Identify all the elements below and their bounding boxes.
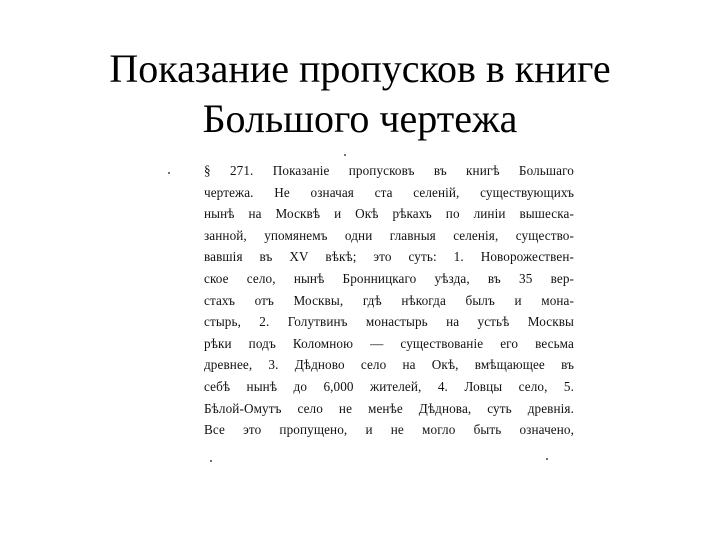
scan-line: нынѣ на Москвѣ и Окѣ рѣкахъ по линіи вышеска-: [204, 206, 574, 222]
scan-speck: [344, 154, 346, 156]
scan-speck: [168, 172, 170, 174]
scanned-text-block: [204, 160, 574, 441]
scan-line: Бѣлой-Омутъ село не менѣе Дѣднова, суть древнія.: [204, 400, 574, 416]
scan-line: древнее, 3. Дѣдново село на Окѣ, вмѣщающее въ: [204, 357, 574, 373]
scan-line: § 271. Показаніе пропусковъ въ книгѣ Большаго: [204, 163, 574, 178]
scan-line: рѣки подъ Коломною — существованіе его весьма: [204, 335, 574, 351]
scan-speck: [546, 458, 548, 460]
slide-title-line-2: Большого чертежа: [202, 96, 518, 141]
scan-line: ское село, нынѣ Бронницкаго уѣзда, въ 35 вер-: [204, 270, 574, 286]
scanned-book-page: [160, 150, 580, 480]
scan-line: стырь, 2. Голутвинъ монастырь на устьѣ Москвы: [204, 314, 574, 330]
scan-speck: [210, 460, 212, 462]
scan-line: Все это пропущено, и не могло быть означено,: [204, 422, 574, 438]
scan-line: себѣ нынѣ до 6,000 жителей, 4. Ловцы село, 5.: [204, 378, 574, 394]
scan-line: вавшія въ XV вѣкѣ; это суть: 1. Новорожествен-: [204, 249, 574, 265]
slide-title: [0, 44, 720, 144]
scan-line: занной, упомянемъ одни главныя селенія, существо-: [204, 227, 574, 243]
slide-title-line-1: Показание пропусков в книге: [109, 46, 611, 91]
scan-line: стахъ отъ Москвы, гдѣ нѣкогда былъ и мона-: [204, 292, 574, 308]
scan-line: чертежа. Не означая ста селеній, существующихъ: [204, 184, 574, 200]
